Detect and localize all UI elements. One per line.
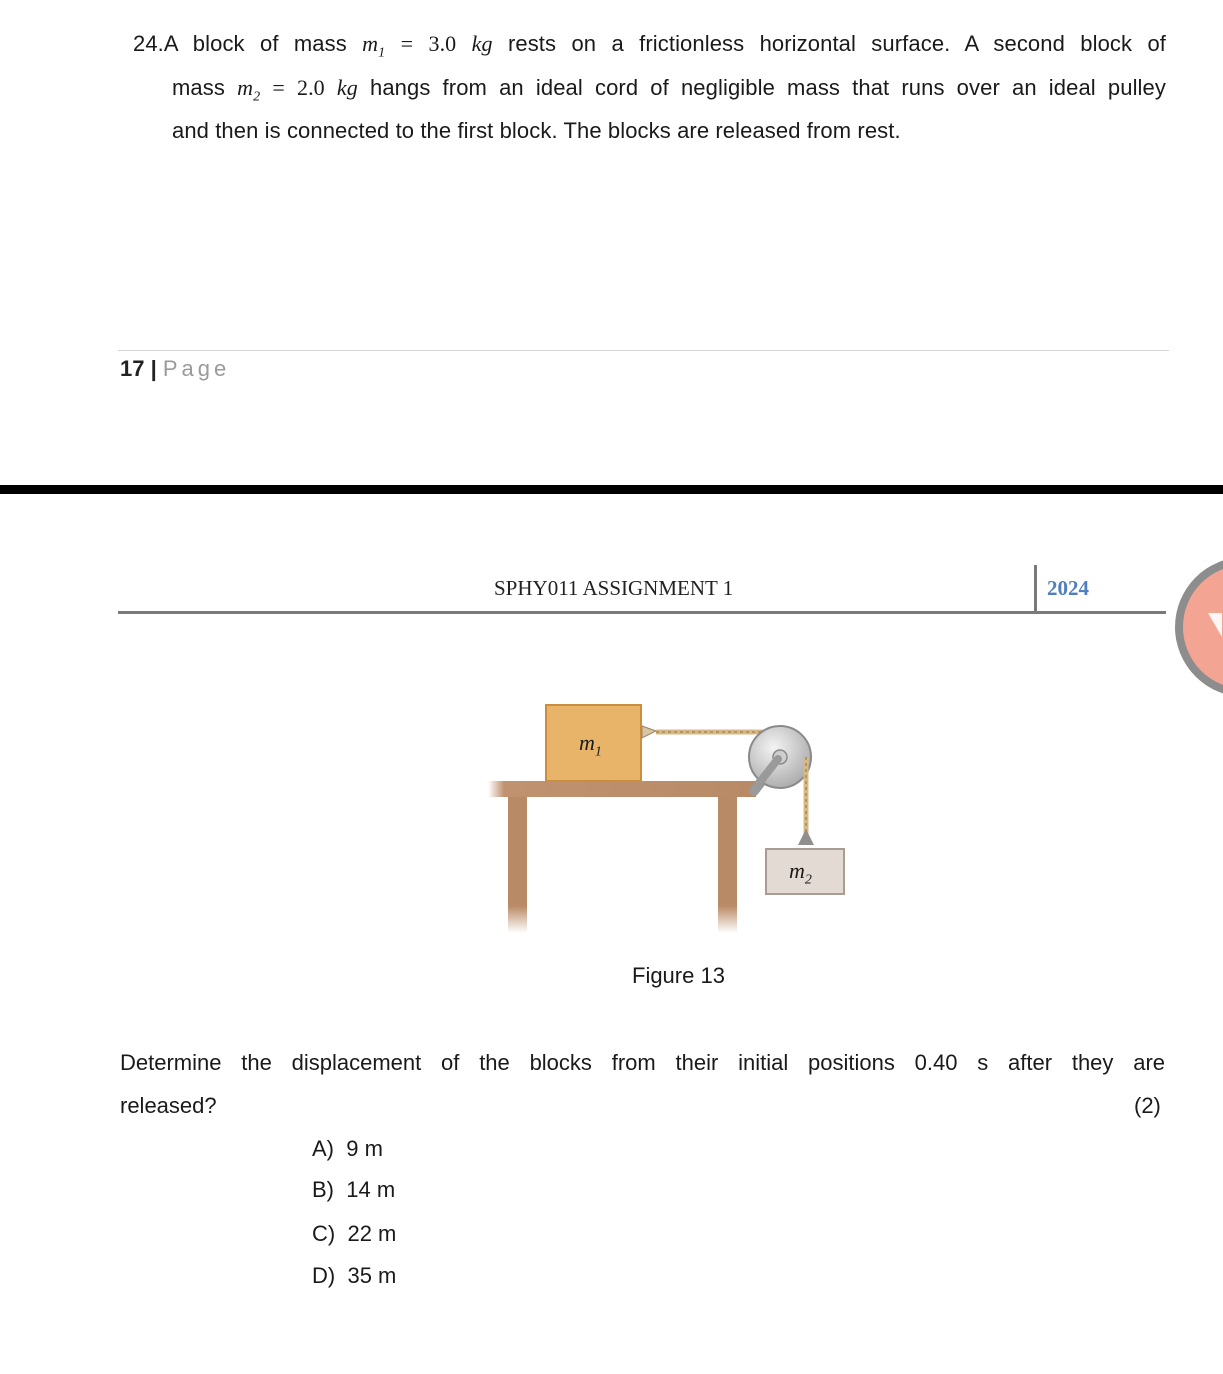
page-separator: [0, 485, 1223, 494]
floating-app-button[interactable]: [1170, 555, 1223, 700]
m2-symbol: $m_2$: [237, 75, 261, 105]
rope-knot-top: [642, 726, 656, 738]
page-footer: [120, 356, 230, 382]
rope-knot-bottom: [798, 829, 814, 845]
table-leg-right: [718, 797, 737, 933]
option-d: D) 35 m: [312, 1263, 397, 1288]
page-word: Page: [162, 356, 231, 381]
block-m2-label: $m_2$: [789, 858, 812, 888]
footer-rule: [118, 350, 1169, 351]
header-title: SPHY011 ASSIGNMENT 1: [494, 576, 734, 600]
page-number: 17 |: [120, 356, 157, 381]
table-leg-left: [508, 797, 527, 933]
option-b: B) 14 m: [312, 1177, 396, 1202]
question-line-1: 24.A block of mass $m_1 = 3.0$ kg rests on a frictionless horizontal surface. A second block of: [133, 31, 1167, 61]
prompt-line-2: released?: [120, 1093, 217, 1118]
figure-caption: Figure 13: [632, 963, 725, 988]
header-divider: [1034, 565, 1037, 613]
question-line-2: mass $m_2 = 2.0$ kg hangs from an ideal cord of negligible mass that runs over an ideal pulley: [172, 75, 1166, 105]
block-m1-label: $m_1$: [579, 730, 602, 760]
m1-symbol: $m_1$: [362, 31, 386, 61]
question-number: 24.: [133, 31, 164, 56]
prompt-line-1: Determine the displacement of the blocks from their initial positions 0.40 s after they are: [120, 1050, 1165, 1075]
header-rule: [118, 611, 1166, 614]
option-c: C) 22 m: [312, 1221, 397, 1246]
header-year: 2024: [1047, 576, 1089, 600]
option-a: A) 9 m: [312, 1136, 383, 1161]
pulley-figure: [480, 695, 860, 940]
table-top: [488, 781, 756, 797]
question-line-3: and then is connected to the first block. The blocks are released from rest.: [172, 118, 901, 143]
marks: (2): [1134, 1093, 1161, 1118]
